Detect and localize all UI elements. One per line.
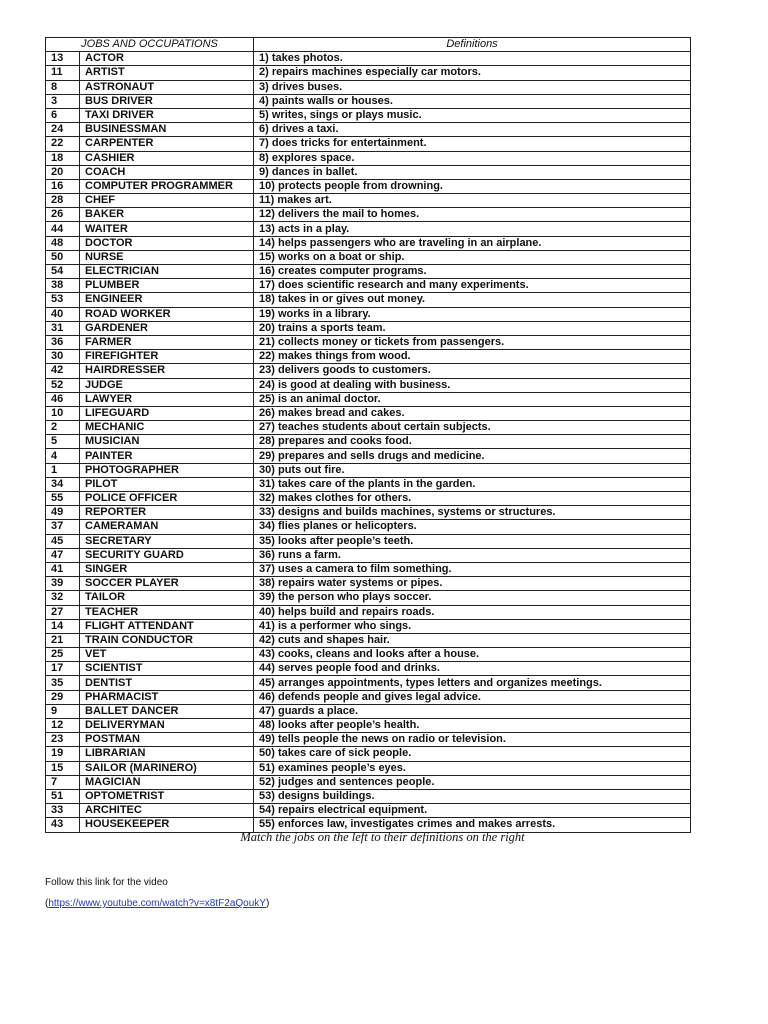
definition: 20) trains a sports team. [254, 321, 691, 335]
definition: 7) does tricks for entertainment. [254, 137, 691, 151]
definition: 5) writes, sings or plays music. [254, 108, 691, 122]
definition: 16) creates computer programs. [254, 265, 691, 279]
job-number: 15 [46, 761, 80, 775]
definition: 24) is good at dealing with business. [254, 378, 691, 392]
job-number: 46 [46, 392, 80, 406]
job-name: BAKER [80, 208, 254, 222]
job-name: TEACHER [80, 605, 254, 619]
table-row [46, 747, 691, 761]
job-number: 6 [46, 108, 80, 122]
table-row [46, 633, 691, 647]
table-row [46, 577, 691, 591]
header-definitions: Definitions [254, 38, 691, 52]
header-jobs: JOBS AND OCCUPATIONS [46, 38, 254, 52]
job-name: TRAIN CONDUCTOR [80, 633, 254, 647]
job-name: POLICE OFFICER [80, 492, 254, 506]
table-row [46, 66, 691, 80]
job-number: 47 [46, 548, 80, 562]
job-number: 3 [46, 94, 80, 108]
job-name: JUDGE [80, 378, 254, 392]
table-row [46, 378, 691, 392]
table-row [46, 591, 691, 605]
job-name: SECRETARY [80, 534, 254, 548]
table-row [46, 463, 691, 477]
definition: 23) delivers goods to customers. [254, 364, 691, 378]
table-row [46, 94, 691, 108]
definition: 45) arranges appointments, types letters and organizes meetings. [254, 676, 691, 690]
definition: 19) works in a library. [254, 307, 691, 321]
job-number: 34 [46, 477, 80, 491]
definition: 48) looks after people’s health. [254, 719, 691, 733]
table-row [46, 307, 691, 321]
definition: 27) teaches students about certain subjects. [254, 421, 691, 435]
job-number: 22 [46, 137, 80, 151]
job-name: LAWYER [80, 392, 254, 406]
definition: 47) guards a place. [254, 704, 691, 718]
definition: 53) designs buildings. [254, 789, 691, 803]
definition: 18) takes in or gives out money. [254, 293, 691, 307]
table-row [46, 350, 691, 364]
job-number: 5 [46, 435, 80, 449]
job-name: WAITER [80, 222, 254, 236]
job-number: 20 [46, 165, 80, 179]
job-name: FLIGHT ATTENDANT [80, 619, 254, 633]
job-name: HAIRDRESSER [80, 364, 254, 378]
job-name: POSTMAN [80, 733, 254, 747]
definition: 29) prepares and sells drugs and medicine. [254, 449, 691, 463]
job-name: CASHIER [80, 151, 254, 165]
job-name: COACH [80, 165, 254, 179]
job-name: ROAD WORKER [80, 307, 254, 321]
table-row [46, 662, 691, 676]
definition: 32) makes clothes for others. [254, 492, 691, 506]
job-number: 37 [46, 520, 80, 534]
definition: 36) runs a farm. [254, 548, 691, 562]
job-name: CHEF [80, 194, 254, 208]
job-number: 33 [46, 804, 80, 818]
table-row [46, 548, 691, 562]
job-number: 23 [46, 733, 80, 747]
table-row [46, 137, 691, 151]
job-name: SECURITY GUARD [80, 548, 254, 562]
definition: 43) cooks, cleans and looks after a house. [254, 648, 691, 662]
job-number: 45 [46, 534, 80, 548]
table-row [46, 789, 691, 803]
table-row [46, 804, 691, 818]
definition: 30) puts out fire. [254, 463, 691, 477]
job-number: 10 [46, 406, 80, 420]
table-row [46, 151, 691, 165]
table-row [46, 279, 691, 293]
definition: 35) looks after people’s teeth. [254, 534, 691, 548]
job-number: 32 [46, 591, 80, 605]
table-row [46, 421, 691, 435]
table-row [46, 704, 691, 718]
job-number: 24 [46, 123, 80, 137]
job-name: FARMER [80, 335, 254, 349]
job-name: VET [80, 648, 254, 662]
definition: 44) serves people food and drinks. [254, 662, 691, 676]
job-number: 55 [46, 492, 80, 506]
video-link[interactable]: https://www.youtube.com/watch?v=x8tF2aQoukY [48, 898, 266, 909]
job-number: 31 [46, 321, 80, 335]
job-name: COMPUTER PROGRAMMER [80, 179, 254, 193]
job-number: 7 [46, 775, 80, 789]
table-row [46, 761, 691, 775]
job-number: 19 [46, 747, 80, 761]
job-number: 43 [46, 818, 80, 832]
job-number: 8 [46, 80, 80, 94]
definition: 31) takes care of the plants in the garden. [254, 477, 691, 491]
job-number: 30 [46, 350, 80, 364]
job-number: 28 [46, 194, 80, 208]
definition: 39) the person who plays soccer. [254, 591, 691, 605]
definition: 17) does scientific research and many experiments. [254, 279, 691, 293]
job-number: 2 [46, 421, 80, 435]
job-name: SAILOR (MARINERO) [80, 761, 254, 775]
instructions-caption: Match the jobs on the left to their definitions on the right [240, 830, 525, 844]
table-row [46, 733, 691, 747]
table-row [46, 123, 691, 137]
table-row [46, 293, 691, 307]
job-name: BALLET DANCER [80, 704, 254, 718]
table-header-row [46, 38, 691, 52]
definition: 33) designs and builds machines, systems or structures. [254, 506, 691, 520]
table-row [46, 52, 691, 66]
table-row [46, 719, 691, 733]
job-name: CAMERAMAN [80, 520, 254, 534]
job-name: CARPENTER [80, 137, 254, 151]
table-row [46, 449, 691, 463]
job-number: 49 [46, 506, 80, 520]
job-name: ENGINEER [80, 293, 254, 307]
job-name: TAILOR [80, 591, 254, 605]
job-name: PLUMBER [80, 279, 254, 293]
job-name: NURSE [80, 250, 254, 264]
definition: 3) drives buses. [254, 80, 691, 94]
job-number: 42 [46, 364, 80, 378]
table-row [46, 392, 691, 406]
definition: 54) repairs electrical equipment. [254, 804, 691, 818]
job-number: 11 [46, 66, 80, 80]
job-name: SCIENTIST [80, 662, 254, 676]
table-row [46, 619, 691, 633]
job-number: 41 [46, 562, 80, 576]
definition: 12) delivers the mail to homes. [254, 208, 691, 222]
job-name: ACTOR [80, 52, 254, 66]
table-body [46, 52, 691, 832]
job-name: PILOT [80, 477, 254, 491]
job-name: LIFEGUARD [80, 406, 254, 420]
job-name: PHARMACIST [80, 690, 254, 704]
job-name: ELECTRICIAN [80, 265, 254, 279]
job-number: 9 [46, 704, 80, 718]
definition: 38) repairs water systems or pipes. [254, 577, 691, 591]
job-number: 26 [46, 208, 80, 222]
jobs-definitions-table [45, 37, 691, 833]
job-number: 52 [46, 378, 80, 392]
definition: 10) protects people from drowning. [254, 179, 691, 193]
job-number: 14 [46, 619, 80, 633]
table-row [46, 265, 691, 279]
definition: 25) is an animal doctor. [254, 392, 691, 406]
job-name: LIBRARIAN [80, 747, 254, 761]
job-number: 1 [46, 463, 80, 477]
job-name: REPORTER [80, 506, 254, 520]
definition: 21) collects money or tickets from passengers. [254, 335, 691, 349]
table-row [46, 179, 691, 193]
definition: 14) helps passengers who are traveling in an airplane. [254, 236, 691, 250]
definition: 13) acts in a play. [254, 222, 691, 236]
job-number: 12 [46, 719, 80, 733]
job-number: 38 [46, 279, 80, 293]
definition: 49) tells people the news on radio or television. [254, 733, 691, 747]
job-name: DELIVERYMAN [80, 719, 254, 733]
table-row [46, 690, 691, 704]
job-number: 44 [46, 222, 80, 236]
link-open-paren: ( [45, 898, 49, 909]
job-name: MUSICIAN [80, 435, 254, 449]
job-number: 54 [46, 265, 80, 279]
definition: 26) makes bread and cakes. [254, 406, 691, 420]
job-number: 35 [46, 676, 80, 690]
job-name: ARCHITEC [80, 804, 254, 818]
table-row [46, 250, 691, 264]
table-row [46, 506, 691, 520]
definition: 4) paints walls or houses. [254, 94, 691, 108]
definition: 52) judges and sentences people. [254, 775, 691, 789]
job-number: 50 [46, 250, 80, 264]
job-name: DOCTOR [80, 236, 254, 250]
table-row [46, 208, 691, 222]
job-name: SOCCER PLAYER [80, 577, 254, 591]
definition: 46) defends people and gives legal advice. [254, 690, 691, 704]
job-name: ASTRONAUT [80, 80, 254, 94]
job-name: FIREFIGHTER [80, 350, 254, 364]
table-row [46, 80, 691, 94]
job-number: 39 [46, 577, 80, 591]
table-row [46, 108, 691, 122]
job-number: 16 [46, 179, 80, 193]
video-link-line [45, 898, 269, 909]
job-number: 17 [46, 662, 80, 676]
definition: 9) dances in ballet. [254, 165, 691, 179]
job-number: 36 [46, 335, 80, 349]
table-row [46, 335, 691, 349]
table-row [46, 534, 691, 548]
table-row [46, 676, 691, 690]
definition: 50) takes care of sick people. [254, 747, 691, 761]
table-row [46, 562, 691, 576]
job-name: GARDENER [80, 321, 254, 335]
definition: 51) examines people’s eyes. [254, 761, 691, 775]
job-number: 40 [46, 307, 80, 321]
table-row [46, 648, 691, 662]
job-name: TAXI DRIVER [80, 108, 254, 122]
job-number: 18 [46, 151, 80, 165]
table-row [46, 492, 691, 506]
job-name: SINGER [80, 562, 254, 576]
definition: 2) repairs machines especially car motors. [254, 66, 691, 80]
table-row [46, 775, 691, 789]
job-name: PAINTER [80, 449, 254, 463]
definition: 55) enforces law, investigates crimes and makes arrests. [254, 818, 691, 832]
definition: 40) helps build and repairs roads. [254, 605, 691, 619]
job-name: ARTIST [80, 66, 254, 80]
job-number: 27 [46, 605, 80, 619]
definition: 15) works on a boat or ship. [254, 250, 691, 264]
definition: 34) flies planes or helicopters. [254, 520, 691, 534]
job-name: BUS DRIVER [80, 94, 254, 108]
definition: 41) is a performer who sings. [254, 619, 691, 633]
definition: 37) uses a camera to film something. [254, 562, 691, 576]
job-name: MECHANIC [80, 421, 254, 435]
definition: 1) takes photos. [254, 52, 691, 66]
table-row [46, 194, 691, 208]
job-name: MAGICIAN [80, 775, 254, 789]
job-name: BUSINESSMAN [80, 123, 254, 137]
table-row [46, 236, 691, 250]
table-row [46, 222, 691, 236]
link-close-paren: ) [265, 898, 270, 909]
job-name: PHOTOGRAPHER [80, 463, 254, 477]
definition: 22) makes things from wood. [254, 350, 691, 364]
job-number: 53 [46, 293, 80, 307]
job-number: 25 [46, 648, 80, 662]
table-row [46, 520, 691, 534]
table-row [46, 605, 691, 619]
table-row [46, 435, 691, 449]
video-note: Follow this link for the video [45, 877, 168, 888]
job-name: HOUSEKEEPER [80, 818, 254, 832]
table-row [46, 477, 691, 491]
definition: 8) explores space. [254, 151, 691, 165]
job-number: 48 [46, 236, 80, 250]
definition: 42) cuts and shapes hair. [254, 633, 691, 647]
job-name: OPTOMETRIST [80, 789, 254, 803]
definition: 11) makes art. [254, 194, 691, 208]
table-row [46, 364, 691, 378]
job-name: DENTIST [80, 676, 254, 690]
job-number: 29 [46, 690, 80, 704]
job-number: 13 [46, 52, 80, 66]
job-number: 51 [46, 789, 80, 803]
table-row [46, 406, 691, 420]
definition: 28) prepares and cooks food. [254, 435, 691, 449]
table-row [46, 165, 691, 179]
definition: 6) drives a taxi. [254, 123, 691, 137]
job-number: 4 [46, 449, 80, 463]
table-row [46, 321, 691, 335]
job-number: 21 [46, 633, 80, 647]
